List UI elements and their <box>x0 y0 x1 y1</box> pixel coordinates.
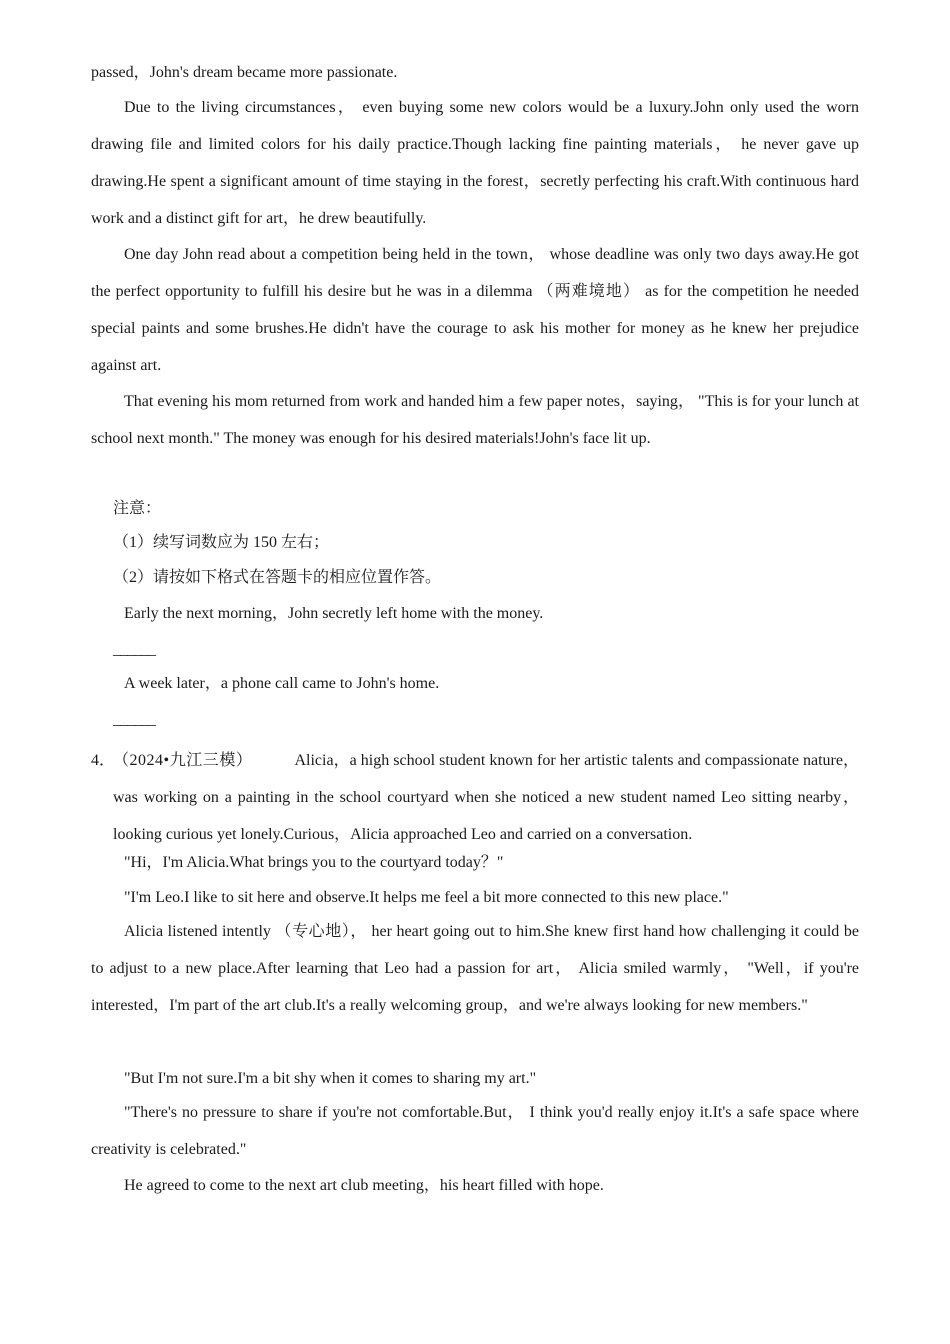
dialogue-line-2: "I'm Leo.I like to sit here and observe.It helps me feel a bit more connected to this new place." <box>124 889 729 906</box>
notes-item-2: （2）请按如下格式在答题卡的相应位置作答。 <box>113 569 442 586</box>
dialogue-line-1: "Hi，I'm Alicia.What brings you to the courtyard today？" <box>124 854 504 871</box>
notes-heading: 注意： <box>113 500 162 517</box>
closing-line: He agreed to come to the next art club meeting，his heart filled with hope. <box>124 1177 604 1194</box>
question-source: （2024•九江三模） <box>113 752 253 769</box>
question-4-intro <box>113 742 859 853</box>
notes-item-1: （1）续写词数应为 150 左右； <box>113 534 330 551</box>
paragraph-competition: One day John read about a competition being held in the town， whose deadline was only two days away.He got the perfect opportunity to fulfill his desire but he was in a dilemma （两难境地） as for the competition he needed special paints and some brushes.He didn't have the courage to ask his mother for money as he knew her prejudice against art. <box>91 246 860 374</box>
question-4 <box>91 742 859 853</box>
continuation-start-1: Early the next morning，John secretly left home with the money. <box>124 605 544 622</box>
paragraph-listened: Alicia listened intently （专心地）， her heart going out to him.She knew first hand how challenging it could be to adjust to a new place.After learning that Leo had a passion for art， Alicia smiled warmly， "Well，if you're interested，I'm part of the art club.It's a really welcoming group，and we're always looking for new members." <box>91 923 860 1014</box>
question-number: 4． <box>91 752 116 769</box>
paragraph-continuation: passed，John's dream became more passionate. <box>91 64 398 81</box>
answer-blank-2: ______ <box>113 711 155 728</box>
paragraph-no-pressure: "There's no pressure to share if you're not comfortable.But， I think you'd really enjoy it.It's a safe space where creativity is celebrated." <box>91 1104 859 1158</box>
continuation-start-2: A week later，a phone call came to John's home. <box>124 675 440 692</box>
question-intro-text: Alicia，a high school student known for her artistic talents and compassionate nature，was working on a painting in the school courtyard when she noticed a new student named Leo sitting nearby，looking curious yet lonely.Curious，Alicia approached Leo and carried on a conversation. <box>113 752 860 843</box>
paragraph-evening: That evening his mom returned from work and handed him a few paper notes，saying， "This is for your lunch at school next month." The money was enough for his desired materials!John's face lit up. <box>91 393 860 447</box>
answer-blank-1: ______ <box>113 641 155 658</box>
paragraph-living-circumstances: Due to the living circumstances， even buying some new colors would be a luxury.John only used the worn drawing file and limited colors for his daily practice.Though lacking fine painting materials， he never gave up drawing.He spent a significant amount of time staying in the forest，secretly perfecting his craft.With continuous hard work and a distinct gift for art，he drew beautifully. <box>91 99 859 227</box>
dialogue-line-4: "But I'm not sure.I'm a bit shy when it comes to sharing my art." <box>124 1070 537 1087</box>
